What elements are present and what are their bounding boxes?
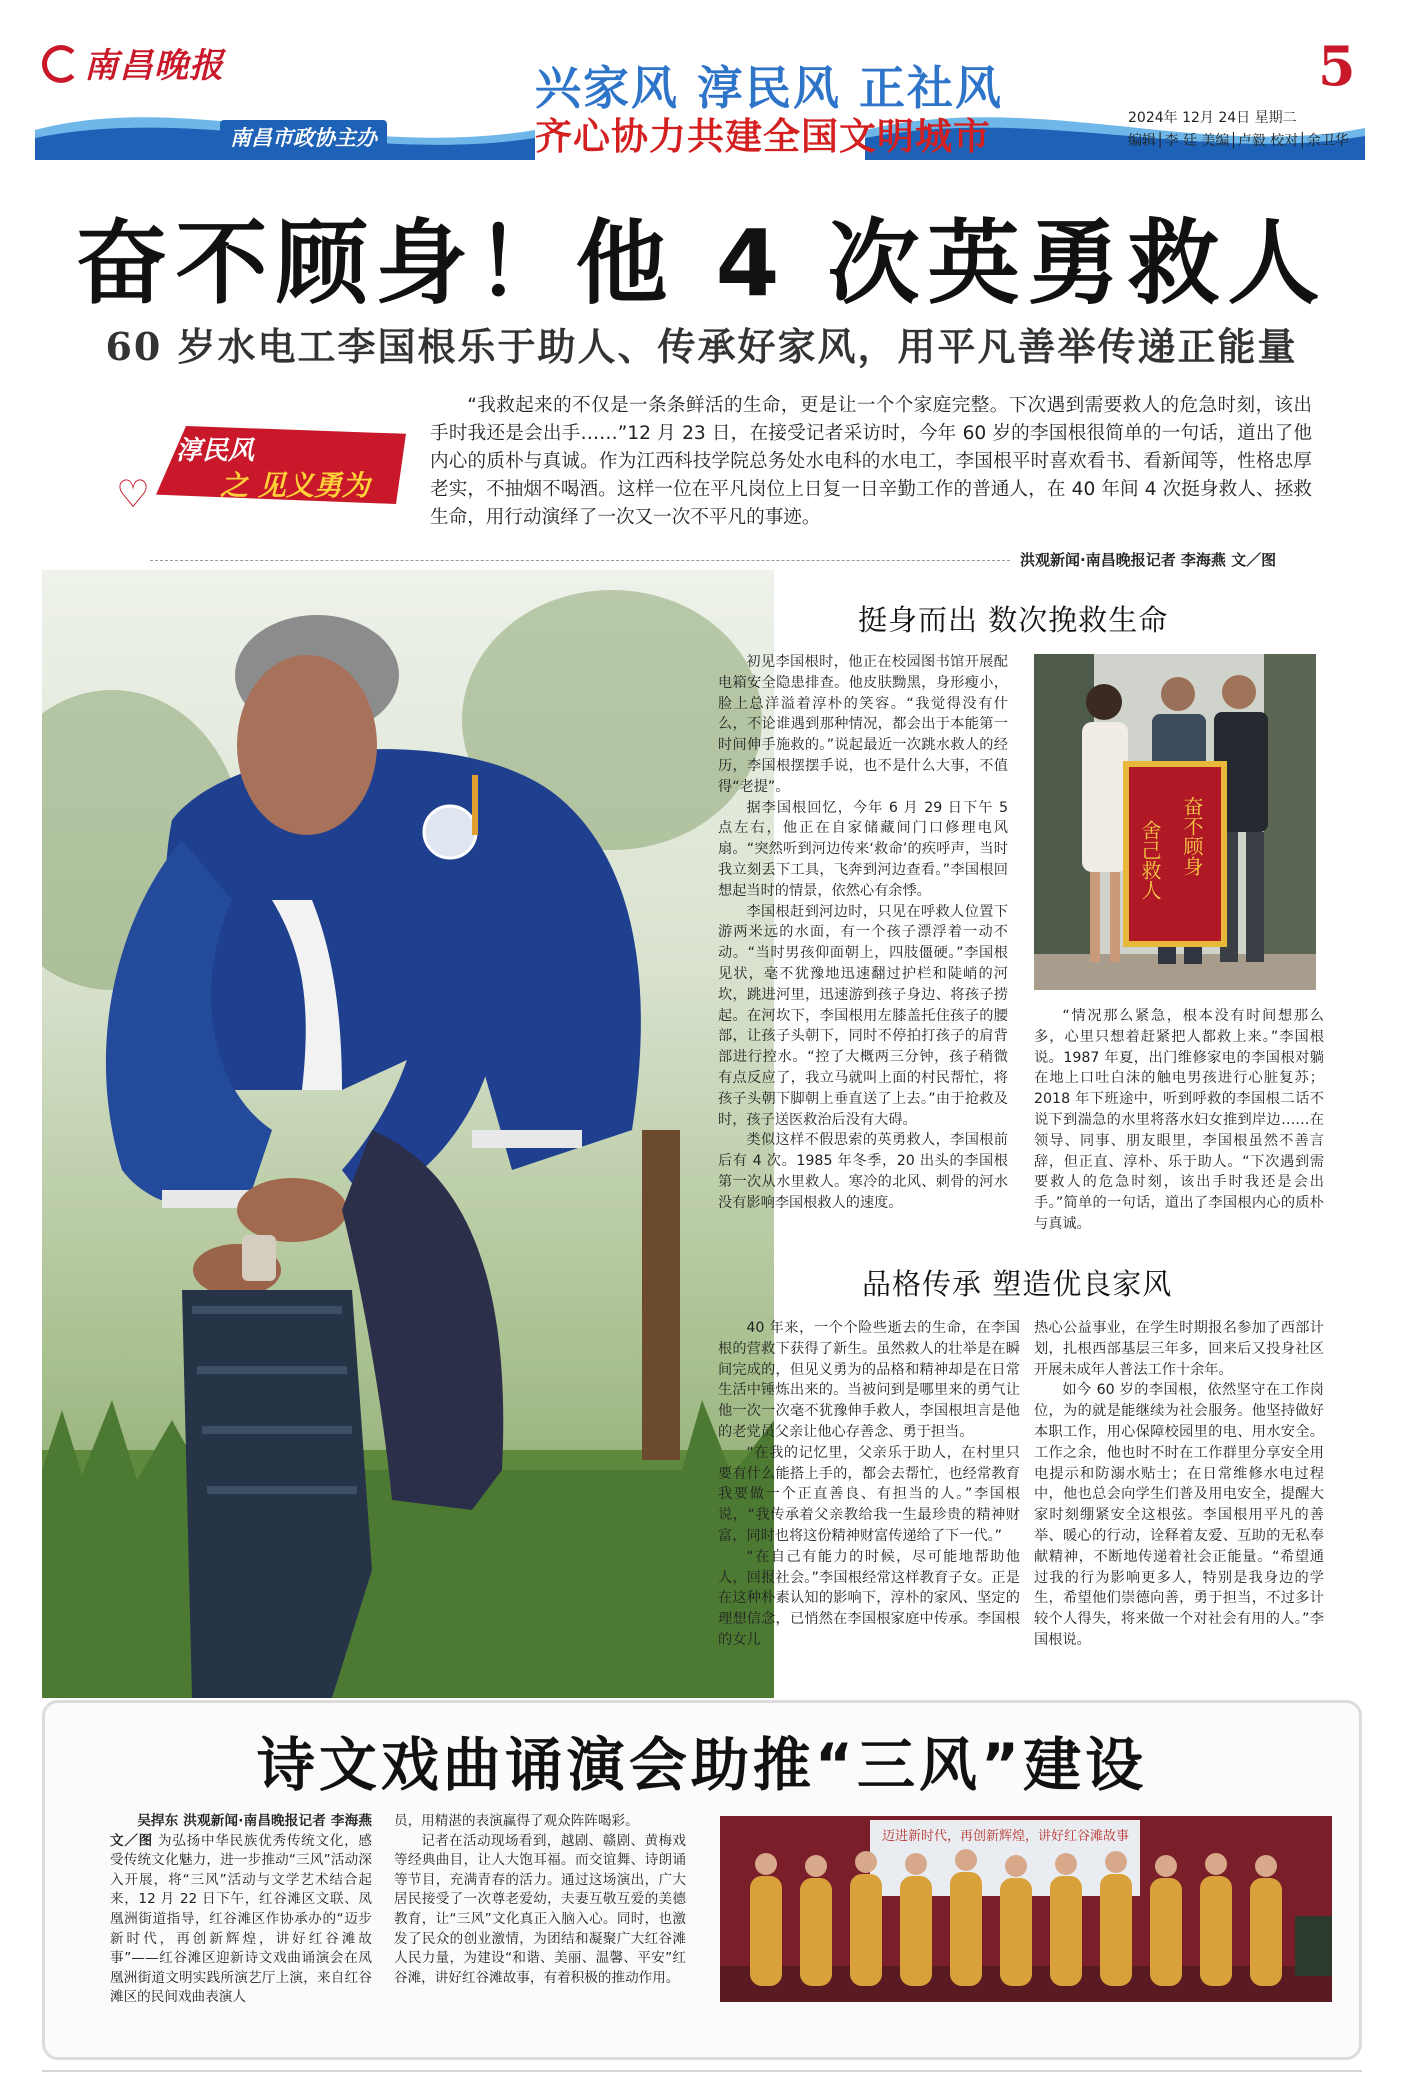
stage-screen-text: 迈进新时代，再创新辉煌，讲好红谷滩故事	[882, 1829, 1130, 1844]
section-heading-1: 挺身而出 数次挽救生命	[858, 603, 1169, 637]
logo-swirl-icon	[42, 45, 80, 83]
heart-hand-icon: ♡	[116, 472, 151, 516]
page-number: 5	[1318, 34, 1356, 98]
banner-photo	[1034, 654, 1316, 990]
banner-text-left: 舍己救人	[1138, 820, 1162, 900]
secondary-text-e: 为弘扬中华民族优秀传统文化，感受传统文化魅力，进一步推动“三风”活动深入开展，将“三风”活动与文学艺术结合起来，12 月 22 日下午，红谷滩区文联、凤凰洲街道指导，红谷滩区作协承办的“迈步新时代，再创新辉煌，讲好红谷滩故事”——红谷滩区迎新诗文戏曲诵演会在凤凰洲街道文明实践所演艺厅上演，来自红谷滩区的民间戏曲表演人	[110, 1832, 372, 2006]
article-column-b: “情况那么紧急，根本没有时间想那么多，心里只想着赶紧把人都救上来。”李国根说。1987 年夏，出门维修家电的李国根对躺在地上口吐白沫的触电男孩进行心脏复苏；2018 年下班途中，听到呼救的李国根二话不说下到湍急的水里将落水妇女推到岸边……在领导、同事、朋友眼里，李国根虽然不善言辞，但正直、淳朴、乐于助人。“下次遇到需要救人的危急时刻，该出手时我还是会出手。”简单的一句话，道出了李国根内心的质朴与真诚。	[1034, 1008, 1324, 1232]
stage-performance-photo	[720, 1816, 1332, 2002]
masthead	[0, 0, 1403, 175]
newspaper-logo: 南昌晚报	[42, 38, 224, 87]
sponsor-label: 南昌市政协主办	[220, 120, 387, 154]
secondary-byline: 吴捍东 洪观新闻·南昌晚报记者 李海燕 文／图	[110, 1813, 372, 1849]
section-heading-2: 品格传承 塑造优良家风	[862, 1267, 1173, 1301]
lead-paragraph: “我救起来的不仅是一条条鲜活的生命，更是让一个个家庭完整。下次遇到需要救人的危急时刻，该出手时我还是会出手……”12 月 23 日，在接受记者采访时，今年 60 岁的李国根很简单的一句话，道出了他内心的质朴与真诚。作为江西科技学院总务处水电科的水电工，李国根平时喜欢看书、看新闻等，性格忠厚老实，不抽烟不喝酒。这样一位在平凡岗位上日复一日辛勤工作的普通人，在 40 年间 4 次挺身救人、拯救生命，用行动演绎了一次又一次不平凡的事迹。	[430, 395, 1312, 528]
byline: 洪观新闻·南昌晚报记者 李海燕 文／图	[1020, 551, 1277, 569]
slogan-line-2: 齐心协力共建全国文明城市	[535, 115, 991, 158]
editor-credits: 编辑│李 廷 美编│卢毅 校对│余卫华	[1128, 133, 1349, 149]
badge-line-2: 之 见义勇为	[220, 469, 370, 502]
article-column-d: 热心公益事业，在学生时期报名参加了西部计划，扎根西部基层三年多，回来后又投身社区开展未成年人普法工作十余年。 如今 60 岁的李国根，依然坚守在工作岗位，为的就是能继续为社会服务。他坚持做好本职工作，用心保障校园里的电、用水安全。工作之余，他也时不时在工作群里分享安全用电提示和防溺水贴士；在日常维修水电过程中，他也总会向学生们普及用电安全，提醒大家时刻绷紧安全这根弦。李国根用平凡的善举、暖心的行动，诠释着友爱、互助的无私奉献精神，不断地传递着社会正能量。“希望通过我的行为影响更多人，特别是我身边的学生，希望他们崇德向善，勇于担当，不过多计较个人得失，将来做一个对社会有用的人。”李国根说。	[1034, 1320, 1324, 1648]
slogan-line-1: 兴家风 淳民风 正社风	[535, 61, 1004, 115]
page-footer-rule	[42, 2070, 1362, 2072]
worker-figure	[42, 570, 774, 1698]
banner-photo-scene	[1034, 654, 1316, 990]
article-column-c: 40 年来，一个个险些逝去的生命，在李国根的营救下获得了新生。虽然救人的壮举是在瞬间完成的，但见义勇为的品格和精神却是在日常生活中锤炼出来的。当被问到是哪里来的勇气让他一次一次毫不犹豫伸手救人，李国根坦言是他的老党员父亲让他心存善念、勇于担当。 “在我的记忆里，父亲乐于助人，在村里只要有什么能搭上手的，都会去帮忙，也经常教育我要做一个正直善良、有担当的人。”李国根说，“我传承着父亲教给我一生最珍贵的精神财富，同时也将这份精神财富传递给了下一代。” “在自己有能力的时候，尽可能地帮助他人，回报社会。”李国根经常这样教育子女。正是在这种朴素认知的影响下，淳朴的家风、坚定的理想信念，已悄然在李国根家庭中传承。李国根的女儿	[718, 1320, 1020, 1648]
secondary-headline: 诗文戏曲诵演会助推“三风”建设	[256, 1731, 1148, 1799]
secondary-column-e	[110, 1812, 372, 2012]
column-badge	[116, 420, 406, 516]
byline-divider	[150, 560, 1010, 561]
headline: 奋不顾身！他 4 次英勇救人	[75, 210, 1328, 317]
article-column-a: 初见李国根时，他正在校园图书馆开展配电箱安全隐患排查。他皮肤黝黑，身形瘦小，脸上总洋溢着淳朴的笑容。“我觉得没有什么，不论谁遇到那种情况，都会出于本能第一时间伸手施救的。”说起最近一次跳水救人的经历，李国根摆摆手说，也不是什么大事，不值得“老提”。 据李国根回忆，今年 6 月 29 日下午 5 点左右，他正在自家储藏间门口修理电风扇。“突然听到河边传来‘救命’的疾呼声，当时我立刻丢下工具，飞奔到河边查看。”李国根回想起当时的情景，依然心有余悸。 李国根赶到河边时，只见在呼救人位置下游两米远的水面，有一个孩子漂浮着一动不动。“当时男孩仰面朝上，四肢僵硬。”李国根见状，毫不犹豫地迅速翻过护栏和陡峭的河坎，跳进河里，迅速游到孩子身边、将孩子捞起。在河坎下，李国根用左膝盖托住孩子的腰部，让孩子头朝下，同时不停拍打孩子的肩背部进行控水。“控了大概两三分钟，孩子稍微有点反应了，我立马就叫上面的村民帮忙，将孩子头朝下脚朝上垂直送了上去。”由于抢救及时，孩子送医救治后没有大碍。 类似这样不假思索的英勇救人，李国根前后有 4 次。1985 年冬季，20 出头的李国根第一次从水里救人。寒冷的北风、刺骨的河水没有影响李国根救人的速度。	[718, 654, 1008, 1211]
secondary-column-f: 员，用精湛的表演赢得了观众阵阵喝彩。 记者在活动现场看到，越剧、赣剧、黄梅戏等经典曲目，让人大饱耳福。而交谊舞、诗朗诵等节目，充满青春的活力。通过这场演出，广大居民接受了一次尊老爱幼，夫妻互敬互爱的美德教育，让“三风”文化真正入脑入心。同时，也激发了民众的创业激情，为团结和凝聚广大红谷滩人民力量，为建设“和谐、美丽、温馨、平安”红谷滩，讲好红谷滩故事，有着积极的推动作用。	[394, 1813, 686, 1986]
hero-photo	[42, 570, 774, 1698]
stage-scene	[720, 1816, 1332, 2002]
subheadline: 60 岁水电工李国根乐于助人、传承好家风，用平凡善举传递正能量	[105, 324, 1298, 369]
badge-line-1: 淳民风	[176, 436, 255, 466]
banner-text-right: 奋不顾身	[1180, 796, 1204, 876]
issue-date: 2024年 12月 24日 星期二	[1128, 110, 1297, 126]
